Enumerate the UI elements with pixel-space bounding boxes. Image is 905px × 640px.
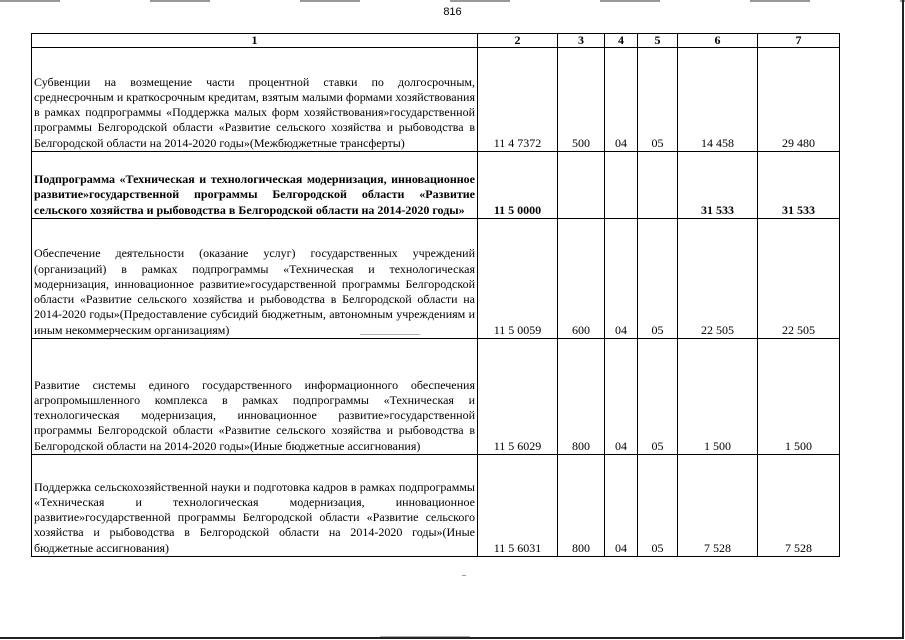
header-row — [32, 34, 840, 48]
row-pr: 05 — [638, 455, 678, 557]
row-rz: 04 — [605, 219, 638, 339]
table-row — [32, 48, 840, 152]
scan-artifact — [462, 575, 466, 576]
header-col-5: 5 — [638, 34, 678, 48]
row-rz: 04 — [605, 455, 638, 557]
row-vr: 600 — [558, 219, 605, 339]
table-row — [32, 339, 840, 455]
row-code: 11 5 6029 — [478, 339, 558, 455]
header-col-4: 4 — [605, 34, 638, 48]
row-rz — [605, 152, 638, 219]
row-description: Субвенции на возмещение части процентной ставки по долгосрочным, среднесрочным и краткосрочным кредитам, взятым малыми формами хозяйствования в рамках подпрограммы «Поддержка малых форм хозяйствования»государственной программы Белгородской области «Развитие сельского хозяйства и рыбоводства в Белгородской области на 2014-2020 годы»(Межбюджетные трансферты) — [32, 48, 478, 152]
row-sum-2016: 22 505 — [758, 219, 840, 339]
row-sum-2015: 31 533 — [678, 152, 758, 219]
row-code: 11 5 0000 — [478, 152, 558, 219]
header-col-3: 3 — [558, 34, 605, 48]
row-rz: 04 — [605, 339, 638, 455]
row-description: Поддержка сельскохозяйственной науки и подготовка кадров в рамках подпрограммы «Техническая и технологическая модернизация, инновационное развитие»государственной программы Белгородской области «Развитие сельского хозяйства и рыбоводства в Белгородской области на 2014-2020 годы»(Иные бюджетные ассигнования) — [32, 455, 478, 557]
row-description: Обеспечение деятельности (оказание услуг) государственных учреждений (организаций) в рамках подпрограммы «Техническая и технологическая модернизация, инновационное развитие»государственной программы Белгородской области «Развитие сельского хозяйства и рыбоводства в Белгородской области на 2014-2020 годы»(Предоставление субсидий бюджетным, автономным учреждениям и иным некоммерческим организациям) — [32, 219, 478, 339]
row-pr — [638, 152, 678, 219]
row-sum-2015: 7 528 — [678, 455, 758, 557]
row-sum-2015: 1 500 — [678, 339, 758, 455]
row-code: 11 5 6031 — [478, 455, 558, 557]
row-sum-2016: 1 500 — [758, 339, 840, 455]
page-number: 816 — [443, 6, 462, 18]
row-description: Подпрограмма «Техническая и технологическая модернизация, инновационное развитие»государственной программы Белгородской области «Развитие сельского хозяйства и рыбоводства в Белгородской области на 2014-2020 годы» — [32, 152, 478, 219]
row-pr: 05 — [638, 219, 678, 339]
row-sum-2016: 29 480 — [758, 48, 840, 152]
row-vr — [558, 152, 605, 219]
budget-table — [31, 33, 840, 557]
row-sum-2015: 22 505 — [678, 219, 758, 339]
row-code: 11 5 0059 — [478, 219, 558, 339]
row-rz: 04 — [605, 48, 638, 152]
scan-artifact — [380, 636, 470, 637]
row-vr: 500 — [558, 48, 605, 152]
header-col-1: 1 — [32, 34, 478, 48]
row-description: Развитие системы единого государственного информационного обеспечения агропромышленного комплекса в рамках подпрограммы «Техническая и технологическая модернизация, инновационное развитие»государственной программы Белгородской области «Развитие сельского хозяйства и рыбоводства в Белгородской области на 2014-2020 годы»(Иные бюджетные ассигнования) — [32, 339, 478, 455]
header-col-2: 2 — [478, 34, 558, 48]
row-pr: 05 — [638, 48, 678, 152]
table-row-subprogram — [32, 152, 840, 219]
header-col-7: 7 — [758, 34, 840, 48]
row-code: 11 4 7372 — [478, 48, 558, 152]
table-row — [32, 219, 840, 339]
table-row — [32, 455, 840, 557]
row-sum-2015: 14 458 — [678, 48, 758, 152]
row-pr: 05 — [638, 339, 678, 455]
row-sum-2016: 7 528 — [758, 455, 840, 557]
row-vr: 800 — [558, 455, 605, 557]
row-sum-2016: 31 533 — [758, 152, 840, 219]
scan-artifact — [360, 334, 420, 335]
scan-edge-mark — [0, 0, 905, 2]
row-vr: 800 — [558, 339, 605, 455]
header-col-6: 6 — [678, 34, 758, 48]
